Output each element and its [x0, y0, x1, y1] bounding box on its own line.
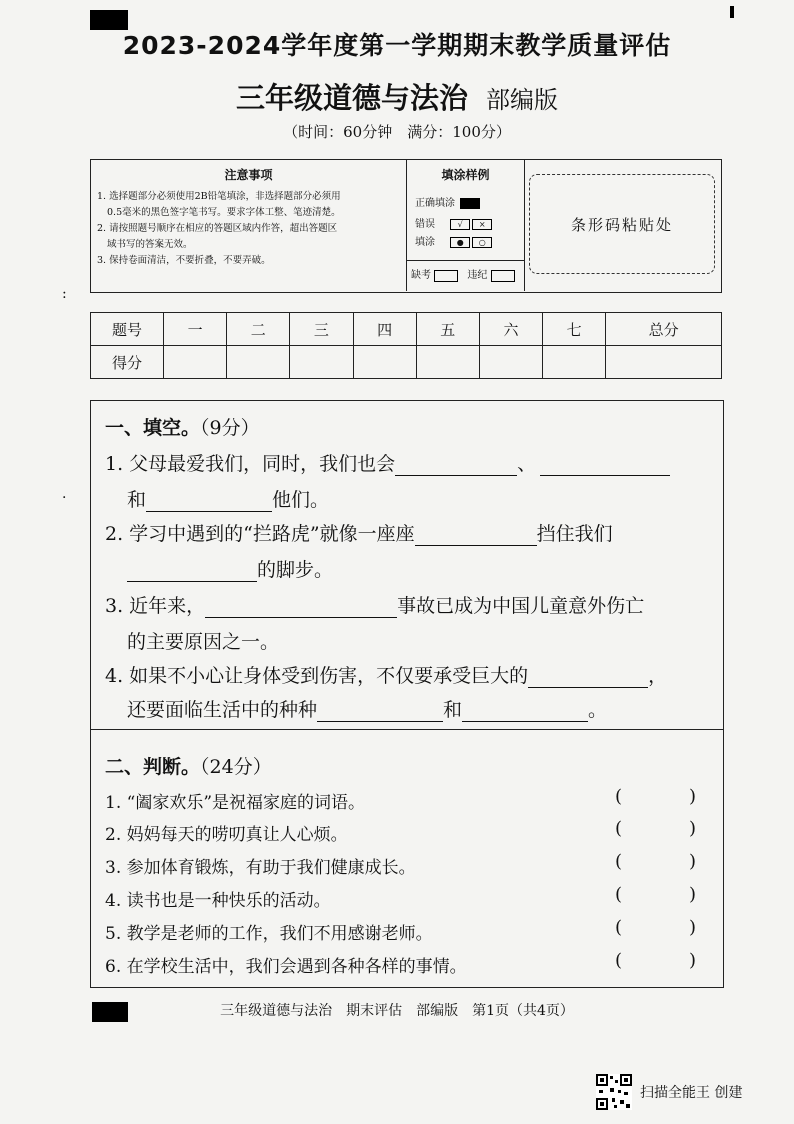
score-cell[interactable]	[416, 346, 479, 379]
answer-blank[interactable]	[146, 493, 272, 512]
subject-name: 三年级道德与法治	[235, 81, 468, 115]
wrong-fill-row-1	[415, 215, 492, 230]
absent-box	[434, 270, 458, 282]
answer-paren-open: (	[615, 851, 623, 872]
question-text: 他们。	[272, 489, 330, 511]
score-cell[interactable]	[479, 346, 542, 379]
question-4-line-2	[127, 695, 607, 722]
question-3-line-2	[127, 627, 279, 654]
judgment-item: 1. “阖家欢乐”是祝福家庭的词语。	[105, 793, 366, 813]
table-cell: 四	[353, 313, 416, 346]
answer-paren-close: )	[689, 950, 697, 971]
section1-points: （9分）	[200, 417, 260, 439]
table-cell: 七	[543, 313, 606, 346]
question-2-line-2	[127, 555, 333, 582]
answer-blank[interactable]	[317, 703, 443, 722]
judgment-item: 4. 读书也是一种快乐的活动。	[105, 891, 331, 911]
cross-box-icon: ×	[472, 219, 492, 230]
score-cell[interactable]	[164, 346, 227, 379]
question-text: 4. 如果不小心让身体受到伤害，不仅要承受巨大的	[105, 665, 529, 687]
question-1-line-2	[127, 485, 329, 512]
correct-fill-label: 正确填涂	[415, 198, 455, 209]
question-text: 1. 父母最爱我们，同时，我们也会	[105, 453, 396, 475]
answer-blank[interactable]	[528, 669, 648, 688]
notes-item: 1. 选择题部分必须使用2B铅笔填涂，非选择题部分必须用	[97, 191, 341, 202]
table-cell: 一	[164, 313, 227, 346]
table-row	[91, 346, 722, 379]
section-judgment	[90, 730, 724, 988]
answer-paren-close: )	[689, 818, 697, 839]
answer-paren-close: )	[689, 851, 697, 872]
question-text: 和	[443, 699, 463, 721]
judgment-item: 6. 在学校生活中，我们会遇到各种各样的事情。	[105, 957, 467, 977]
barcode-area: 条形码粘贴处	[529, 174, 715, 274]
answer-paren-open: (	[615, 786, 623, 807]
check-box-icon: √	[450, 219, 470, 230]
absent-label: 缺考	[411, 270, 431, 281]
wrong-fill-label-1: 错误	[415, 219, 435, 230]
margin-dots: :	[62, 286, 67, 302]
score-table	[90, 312, 722, 379]
notes-item: 域书写的答案无效。	[107, 239, 193, 250]
circle-box-icon: ○	[472, 237, 492, 248]
question-text: 的主要原因之一。	[127, 631, 280, 653]
section2-title-text: 二、判断。	[105, 756, 201, 778]
violation-box	[491, 270, 515, 282]
question-text: 3. 近年来，	[105, 595, 206, 617]
answer-paren-close: )	[689, 917, 697, 938]
question-text: 还要面临生活中的种种	[127, 699, 318, 721]
score-cell[interactable]	[227, 346, 290, 379]
question-text: 、	[517, 453, 537, 475]
corner-mark-top-right	[730, 6, 734, 18]
wrong-fill-label-2: 填涂	[415, 237, 435, 248]
table-cell: 六	[479, 313, 542, 346]
table-cell: 得分	[91, 346, 164, 379]
section2-points: （24分）	[200, 756, 272, 778]
table-cell: 二	[227, 313, 290, 346]
edition-label: 部编版	[486, 86, 558, 114]
score-cell[interactable]	[290, 346, 353, 379]
question-text: 。	[588, 699, 608, 721]
judgment-item: 3. 参加体育锻炼，有助于我们健康成长。	[105, 858, 416, 878]
margin-dot: ·	[62, 490, 67, 506]
question-text: 事故已成为中国儿童意外伤亡	[397, 595, 645, 617]
table-cell: 题号	[91, 313, 164, 346]
answer-blank[interactable]	[205, 599, 397, 618]
sample-divider	[407, 260, 524, 261]
table-cell: 五	[416, 313, 479, 346]
question-2-line-1	[105, 519, 613, 546]
table-cell: 三	[290, 313, 353, 346]
notes-panel	[91, 160, 407, 291]
exam-title: 2023-2024学年度第一学期期末教学质量评估	[122, 31, 672, 60]
answer-blank[interactable]	[462, 703, 588, 722]
section1-title-text: 一、填空。	[105, 417, 201, 439]
question-text: 和	[127, 489, 147, 511]
info-box	[90, 159, 722, 293]
question-text: ，	[648, 665, 668, 687]
dot-box-icon: ●	[450, 237, 470, 248]
answer-paren-close: )	[689, 884, 697, 905]
absent-violation-row	[411, 266, 521, 282]
answer-paren-open: (	[615, 884, 623, 905]
answer-paren-close: )	[689, 786, 697, 807]
fill-sample-title: 填涂样例	[441, 168, 490, 182]
notes-title: 注意事项	[224, 168, 273, 182]
answer-blank[interactable]	[540, 457, 670, 476]
notes-item: 2. 请按照题号顺序在相应的答题区域内作答，超出答题区	[97, 223, 338, 234]
answer-blank[interactable]	[415, 527, 537, 546]
exam-subject	[0, 76, 794, 117]
section-fill-in	[90, 400, 724, 730]
score-cell[interactable]	[543, 346, 606, 379]
page-footer: 三年级道德与法治 期末评估 部编版 第1页（共4页）	[220, 1003, 574, 1019]
score-cell[interactable]	[606, 346, 722, 379]
table-row	[91, 313, 722, 346]
section1-title	[105, 413, 260, 440]
answer-blank[interactable]	[395, 457, 517, 476]
violation-label: 违纪	[467, 270, 488, 281]
time-info: （时间：60分钟 满分：100分）	[283, 123, 511, 141]
judgment-item: 5. 教学是老师的工作，我们不用感谢老师。	[105, 924, 433, 944]
answer-blank[interactable]	[127, 563, 257, 582]
score-cell[interactable]	[353, 346, 416, 379]
fill-sample-panel	[407, 160, 525, 291]
question-4-line-1	[105, 661, 667, 688]
question-text: 2. 学习中遇到的“拦路虎”就像一座座	[105, 523, 415, 545]
qr-code-icon	[596, 1074, 632, 1110]
section2-title	[105, 752, 272, 779]
judgment-item: 2. 妈妈每天的唠叨真让人心烦。	[105, 825, 348, 845]
answer-paren-open: (	[615, 818, 623, 839]
question-3-line-1	[105, 591, 644, 618]
notes-item: 0.5毫米的黑色签字笔书写。要求字体工整、笔迹清楚。	[107, 207, 341, 218]
question-1-line-1	[105, 449, 670, 476]
answer-paren-open: (	[615, 950, 623, 971]
question-text: 挡住我们	[536, 523, 613, 545]
wrong-fill-row-2	[415, 233, 492, 248]
question-text: 的脚步。	[257, 559, 334, 581]
table-cell: 总分	[606, 313, 722, 346]
filled-box-icon	[460, 198, 480, 209]
scanner-watermark: 扫描全能王 创建	[640, 1085, 743, 1101]
notes-item: 3. 保持卷面清洁，不要折叠，不要弄破。	[97, 255, 271, 266]
correct-fill-row	[415, 194, 480, 209]
answer-paren-open: (	[615, 917, 623, 938]
